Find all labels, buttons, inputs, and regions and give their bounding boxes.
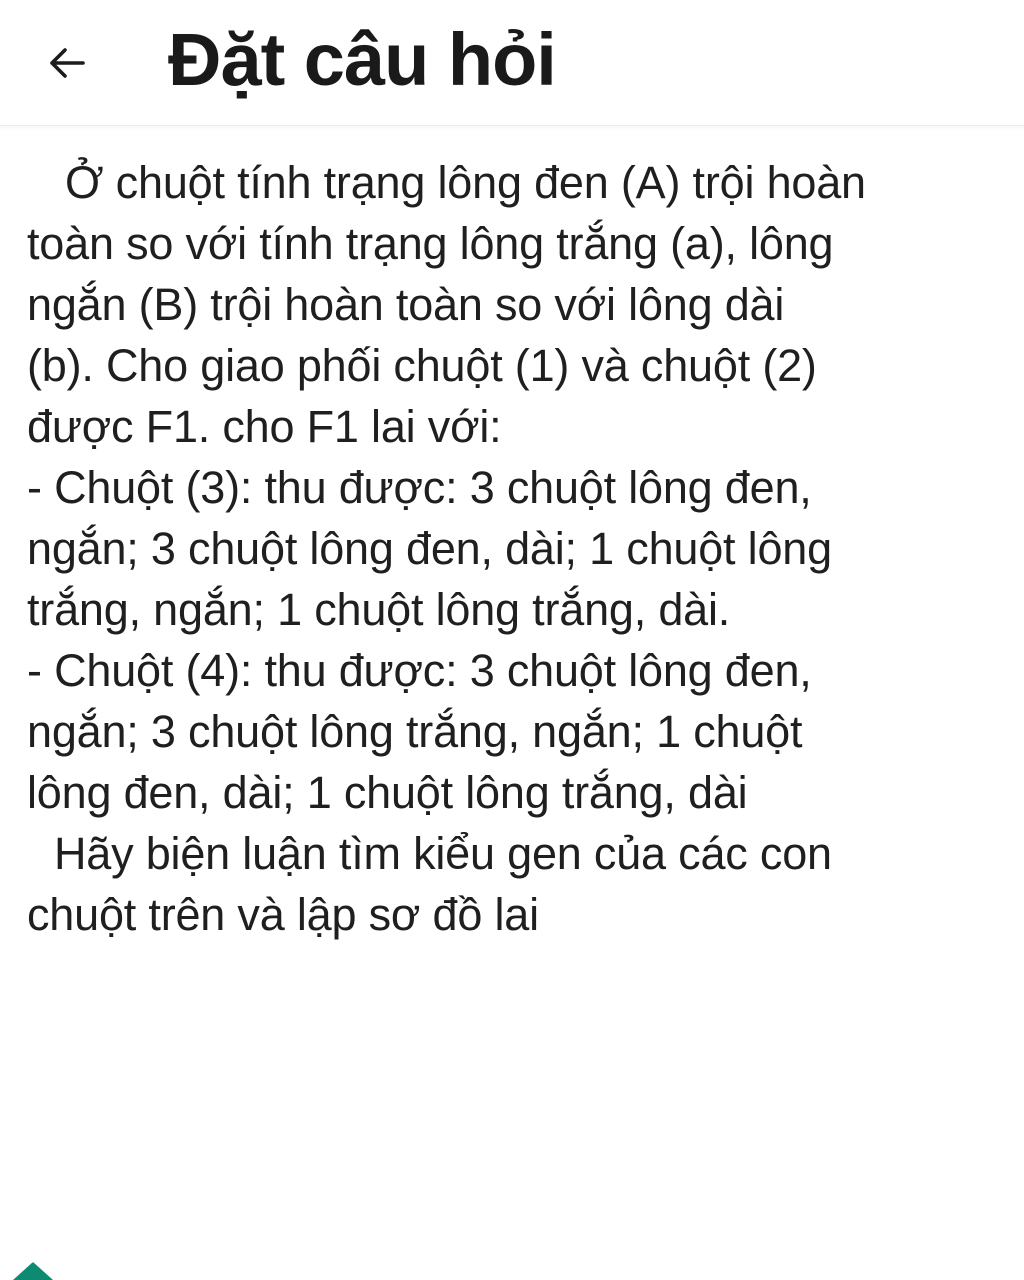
question-line: trắng, ngắn; 1 chuột lông trắng, dài. [27,584,731,635]
question-line: lông đen, dài; 1 chuột lông trắng, dài [27,767,748,818]
question-line: - Chuột (3): thu được: 3 chuột lông đen, [27,462,812,513]
question-line: - Chuột (4): thu được: 3 chuột lông đen, [27,645,812,696]
back-button[interactable] [40,37,92,89]
question-line: toàn so với tính trạng lông trắng (a), lông [27,218,834,269]
arrow-left-icon [43,40,89,86]
question-line: ngắn (B) trội hoàn toàn so với lông dài [27,279,785,330]
question-line: Hãy biện luận tìm kiểu gen của các con [54,828,832,879]
question-line: chuột trên và lập sơ đồ lai [27,889,539,940]
teal-triangle-icon [11,1262,55,1280]
question-line: ngắn; 3 chuột lông trắng, ngắn; 1 chuột [27,706,803,757]
question-line: Ở chuột tính trạng lông đen (A) trội hoàn [65,157,866,208]
question-line: được F1. cho F1 lai với: [27,401,502,452]
question-body [0,126,1024,945]
question-line: (b). Cho giao phối chuột (1) và chuột (2) [27,340,817,391]
fab-peek-button[interactable] [11,1262,55,1280]
question-line: ngắn; 3 chuột lông đen, dài; 1 chuột lông [27,523,832,574]
app-header [0,0,1024,126]
page-title: Đặt câu hỏi [168,17,556,101]
